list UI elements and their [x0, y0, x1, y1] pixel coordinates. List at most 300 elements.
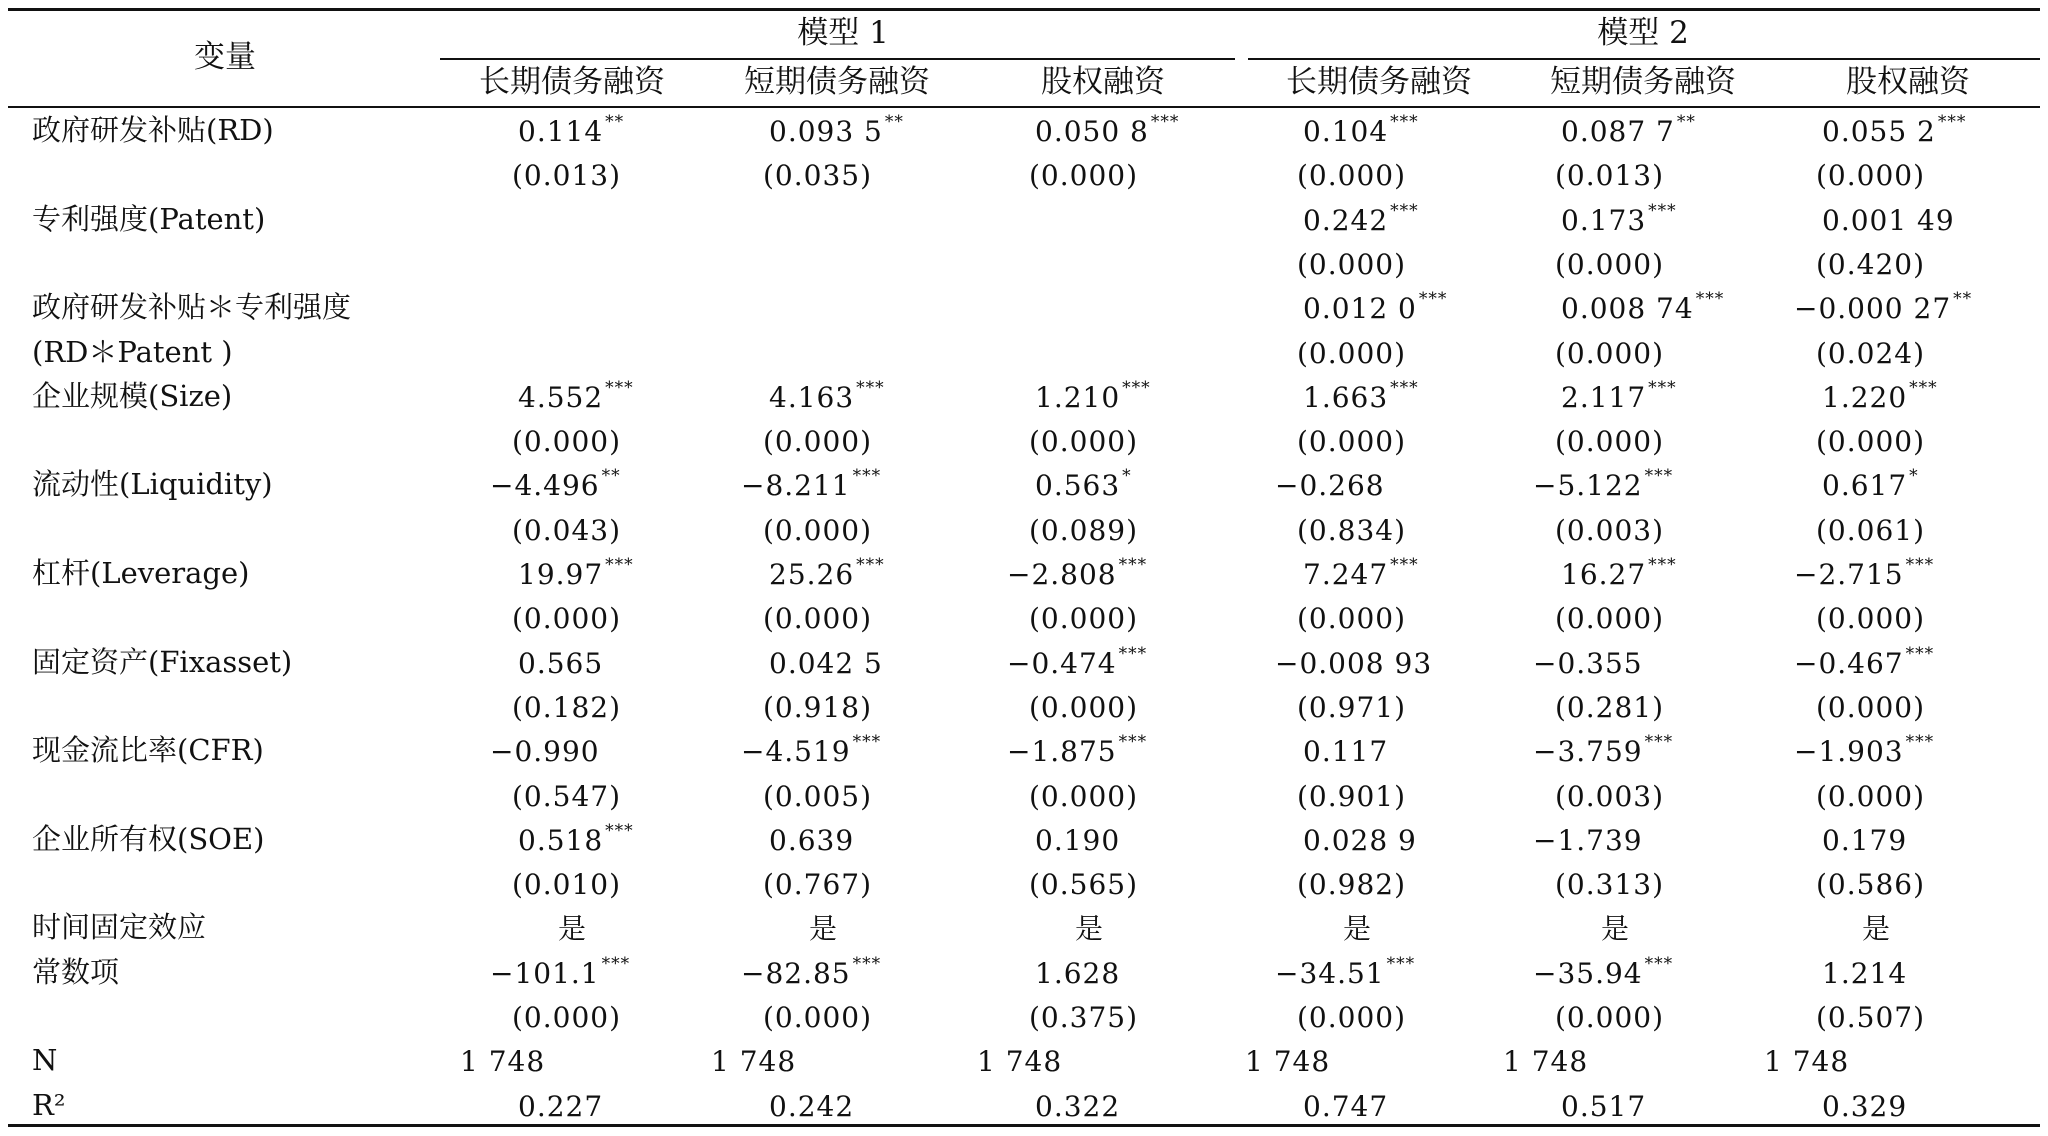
table-cell	[512, 425, 622, 458]
significance-stars: **	[601, 466, 621, 486]
table-cell	[518, 821, 634, 857]
cell-value: 1 748	[711, 1045, 797, 1078]
table-cell	[1816, 159, 1926, 192]
table-cell	[809, 912, 839, 945]
cell-value: −5.122	[1533, 469, 1643, 502]
cell-value: (0.000)	[1029, 159, 1139, 192]
row-label: 企业所有权(SOE)	[32, 822, 265, 856]
table-cell	[1297, 159, 1407, 192]
table-cell	[1555, 159, 1665, 192]
row-label: 政府研发补贴(RD)	[32, 113, 274, 147]
table-cell	[1555, 425, 1665, 458]
cell-value: 1 748	[460, 1045, 546, 1078]
table-cell	[1555, 868, 1665, 901]
significance-stars: ***	[1644, 466, 1674, 486]
table-cell	[1503, 1045, 1589, 1078]
cell-value: 是	[1343, 912, 1373, 945]
table-cell	[763, 691, 873, 724]
column-header: 长期债务融资	[479, 64, 665, 100]
cell-value: −1.739	[1533, 824, 1643, 857]
cell-value: (0.000)	[512, 602, 622, 635]
table-cell	[1555, 514, 1665, 547]
table-cell	[1035, 824, 1121, 857]
significance-stars: ***	[1648, 378, 1677, 398]
table-cell	[1075, 912, 1105, 945]
cell-value: (0.000)	[1029, 425, 1139, 458]
significance-stars: ***	[1905, 644, 1935, 664]
bottom-rule	[8, 1124, 2040, 1127]
table-cell	[1533, 647, 1643, 680]
table-cell	[763, 602, 873, 635]
cell-value: 0.747	[1303, 1090, 1389, 1123]
significance-stars: ***	[852, 732, 882, 752]
cell-value: 0.179	[1822, 824, 1908, 857]
table-cell	[1303, 1090, 1389, 1123]
table-cell	[512, 868, 622, 901]
table-cell	[1297, 1001, 1407, 1034]
cell-value: −0.000 27	[1794, 292, 1952, 325]
table-cell	[490, 954, 631, 990]
table-cell	[1303, 289, 1448, 325]
row-label: 专利强度(Patent)	[32, 202, 266, 236]
row-label: 流动性(Liquidity)	[32, 467, 273, 501]
table-cell	[769, 647, 883, 680]
table-cell	[512, 514, 622, 547]
top-rule	[8, 8, 2040, 11]
row-label: 常数项	[32, 955, 120, 989]
cell-value: (0.010)	[512, 868, 622, 901]
table-cell	[1555, 602, 1665, 635]
table-cell	[1029, 425, 1139, 458]
table-cell	[558, 912, 588, 945]
table-cell	[1822, 957, 1908, 990]
model1-underline	[440, 58, 1235, 60]
row-label: (RD＊Patent )	[32, 335, 233, 369]
table-cell	[460, 1045, 546, 1078]
table-cell	[769, 112, 904, 148]
table-cell	[769, 1090, 855, 1123]
cell-value: (0.000)	[763, 1001, 873, 1034]
table-cell	[1275, 647, 1433, 680]
cell-value: 0.055 2	[1822, 115, 1936, 148]
cell-value: (0.000)	[1816, 691, 1926, 724]
table-cell	[512, 691, 622, 724]
cell-value: (0.000)	[1555, 337, 1665, 370]
table-cell	[741, 954, 882, 990]
table-cell	[1297, 514, 1407, 547]
table-cell	[518, 1090, 604, 1123]
table-cell	[1816, 780, 1926, 813]
cell-value: 0.242	[769, 1090, 855, 1123]
table-cell	[1035, 378, 1151, 414]
table-cell	[1561, 289, 1725, 325]
cell-value: (0.005)	[763, 780, 873, 813]
table-cell	[512, 780, 622, 813]
cell-value: (0.000)	[1297, 602, 1407, 635]
significance-stars: ***	[1418, 289, 1448, 309]
cell-value: 0.565	[518, 647, 604, 680]
table-cell	[769, 555, 885, 591]
table-cell	[1303, 378, 1419, 414]
table-cell	[1533, 732, 1674, 768]
significance-stars: ***	[1905, 555, 1935, 575]
cell-value: −0.467	[1794, 647, 1904, 680]
cell-value: −1.875	[1007, 735, 1117, 768]
cell-value: (0.565)	[1029, 868, 1139, 901]
model2-underline	[1248, 58, 2040, 60]
cell-value: (0.043)	[512, 514, 622, 547]
cell-value: 0.227	[518, 1090, 604, 1123]
cell-value: (0.003)	[1555, 780, 1665, 813]
significance-stars: ***	[1695, 289, 1725, 309]
table-cell	[518, 647, 604, 680]
significance-stars: ***	[856, 378, 885, 398]
cell-value: (0.507)	[1816, 1001, 1926, 1034]
cell-value: −4.496	[490, 469, 600, 502]
table-cell	[1794, 644, 1935, 680]
row-label: N	[32, 1043, 58, 1077]
cell-value: (0.013)	[1555, 159, 1665, 192]
cell-value: 0.114	[518, 115, 604, 148]
table-cell	[1035, 466, 1132, 502]
table-cell	[763, 780, 873, 813]
cell-value: (0.000)	[1816, 602, 1926, 635]
cell-value: (0.767)	[763, 868, 873, 901]
table-cell	[1297, 780, 1407, 813]
cell-value: −2.808	[1007, 558, 1117, 591]
table-cell	[1007, 644, 1148, 680]
table-cell	[1035, 112, 1180, 148]
column-header: 股权融资	[1846, 64, 1970, 100]
table-cell	[1007, 555, 1148, 591]
cell-value: −8.211	[741, 469, 851, 502]
cell-value: (0.000)	[763, 425, 873, 458]
table-cell	[1816, 602, 1926, 635]
table-cell	[1601, 912, 1631, 945]
cell-value: −4.519	[741, 735, 851, 768]
significance-stars: ***	[1937, 112, 1967, 132]
model-1-header: 模型 1	[797, 15, 889, 51]
table-cell	[1343, 912, 1373, 945]
table-cell	[977, 1045, 1063, 1078]
cell-value: 0.563	[1035, 469, 1121, 502]
cell-value: (0.000)	[763, 514, 873, 547]
cell-value: 1.663	[1303, 381, 1389, 414]
cell-value: (0.000)	[1029, 691, 1139, 724]
cell-value: 0.617	[1822, 469, 1908, 502]
cell-value: 1.628	[1035, 957, 1121, 990]
table-cell	[1822, 112, 1967, 148]
table-cell	[1555, 337, 1665, 370]
table-cell	[1303, 201, 1419, 237]
significance-stars: ***	[852, 466, 882, 486]
row-label: 政府研发补贴＊专利强度	[32, 290, 352, 324]
significance-stars: **	[605, 112, 625, 132]
table-cell	[1555, 691, 1665, 724]
cell-value: (0.971)	[1297, 691, 1407, 724]
table-cell	[1035, 957, 1121, 990]
table-cell	[1297, 248, 1407, 281]
table-cell	[763, 425, 873, 458]
table-cell	[1822, 1090, 1908, 1123]
cell-value: (0.901)	[1297, 780, 1407, 813]
cell-value: 0.322	[1035, 1090, 1121, 1123]
cell-value: (0.000)	[1555, 602, 1665, 635]
table-cell	[1816, 337, 1926, 370]
significance-stars: ***	[1386, 954, 1416, 974]
table-cell	[1816, 425, 1926, 458]
cell-value: 0.190	[1035, 824, 1121, 857]
cell-value: −34.51	[1275, 957, 1385, 990]
cell-value: 是	[1601, 912, 1631, 945]
table-cell	[1303, 735, 1389, 768]
table-cell	[1029, 1001, 1139, 1034]
table-cell	[763, 514, 873, 547]
cell-value: 1 748	[1245, 1045, 1331, 1078]
cell-value: −0.474	[1007, 647, 1117, 680]
cell-value: (0.000)	[1555, 1001, 1665, 1034]
table-cell	[769, 378, 885, 414]
table-cell	[1561, 378, 1677, 414]
significance-stars: ***	[1648, 201, 1677, 221]
table-cell	[1029, 691, 1139, 724]
table-cell	[1816, 514, 1926, 547]
cell-value: 7.247	[1303, 558, 1389, 591]
cell-value: (0.000)	[1555, 248, 1665, 281]
significance-stars: ***	[601, 954, 631, 974]
table-cell	[1297, 337, 1407, 370]
cell-value: 1.214	[1822, 957, 1908, 990]
cell-value: 0.173	[1561, 204, 1647, 237]
cell-value: (0.000)	[1816, 425, 1926, 458]
cell-value: (0.000)	[1297, 159, 1407, 192]
table-cell	[1007, 732, 1148, 768]
table-cell	[1303, 824, 1417, 857]
table-cell	[1822, 466, 1919, 502]
cell-value: 0.012 0	[1303, 292, 1417, 325]
cell-value: 是	[1862, 912, 1892, 945]
cell-value: (0.000)	[1029, 780, 1139, 813]
cell-value: (0.182)	[512, 691, 622, 724]
cell-value: −0.008 93	[1275, 647, 1433, 680]
table-cell	[1816, 868, 1926, 901]
cell-value: −35.94	[1533, 957, 1643, 990]
cell-value: (0.586)	[1816, 868, 1926, 901]
significance-stars: ***	[1648, 555, 1677, 575]
table-cell	[1816, 1001, 1926, 1034]
cell-value: −0.355	[1533, 647, 1643, 680]
cell-value: 是	[558, 912, 588, 945]
significance-stars: ***	[1118, 732, 1148, 752]
cell-value: −101.1	[490, 957, 600, 990]
table-cell	[763, 159, 873, 192]
table-cell	[1297, 691, 1407, 724]
cell-value: (0.000)	[1297, 425, 1407, 458]
significance-stars: ***	[1118, 555, 1148, 575]
row-label: 现金流比率(CFR)	[32, 733, 264, 767]
cell-value: −1.903	[1794, 735, 1904, 768]
cell-value: −3.759	[1533, 735, 1643, 768]
cell-value: (0.547)	[512, 780, 622, 813]
cell-value: (0.375)	[1029, 1001, 1139, 1034]
table-cell	[1862, 912, 1892, 945]
table-cell	[512, 159, 622, 192]
cell-value: −82.85	[741, 957, 851, 990]
row-label: R²	[32, 1088, 66, 1122]
cell-value: 19.97	[518, 558, 604, 591]
significance-stars: ***	[1905, 732, 1935, 752]
table-cell	[1275, 469, 1385, 502]
cell-value: 1 748	[1764, 1045, 1850, 1078]
table-cell	[1303, 112, 1419, 148]
cell-value: 4.163	[769, 381, 855, 414]
column-header: 短期债务融资	[744, 64, 930, 100]
table-cell	[769, 824, 855, 857]
table-cell	[1035, 1090, 1121, 1123]
table-cell	[1816, 248, 1926, 281]
significance-stars: ***	[1122, 378, 1151, 398]
table-cell	[1533, 466, 1674, 502]
significance-stars: ***	[1118, 644, 1148, 664]
cell-value: 0.242	[1303, 204, 1389, 237]
table-cell	[1561, 201, 1677, 237]
significance-stars: *	[1122, 466, 1132, 486]
table-cell	[741, 466, 882, 502]
cell-value: −2.715	[1794, 558, 1904, 591]
table-cell	[1297, 425, 1407, 458]
table-cell	[1822, 204, 1955, 237]
cell-value: 16.27	[1561, 558, 1647, 591]
table-cell	[1561, 555, 1677, 591]
significance-stars: ***	[856, 555, 885, 575]
table-cell	[1029, 514, 1139, 547]
significance-stars: ***	[1644, 732, 1674, 752]
table-cell	[741, 732, 882, 768]
cell-value: (0.834)	[1297, 514, 1407, 547]
cell-value: 1 748	[1503, 1045, 1589, 1078]
table-cell	[763, 868, 873, 901]
cell-value: −0.268	[1275, 469, 1385, 502]
table-cell	[1297, 602, 1407, 635]
table-cell	[1297, 868, 1407, 901]
cell-value: 0.117	[1303, 735, 1389, 768]
cell-value: (0.003)	[1555, 514, 1665, 547]
cell-value: (0.000)	[1555, 425, 1665, 458]
table-cell	[1275, 954, 1416, 990]
cell-value: 1.220	[1822, 381, 1908, 414]
table-cell	[1555, 248, 1665, 281]
table-cell	[1794, 289, 1973, 325]
cell-value: 0.329	[1822, 1090, 1908, 1123]
cell-value: (0.024)	[1816, 337, 1926, 370]
column-header: 长期债务融资	[1286, 64, 1472, 100]
model-2-header: 模型 2	[1597, 15, 1689, 51]
column-header: 短期债务融资	[1550, 64, 1736, 100]
cell-value: 0.042 5	[769, 647, 883, 680]
significance-stars: ***	[1644, 954, 1674, 974]
significance-stars: ***	[1390, 378, 1419, 398]
cell-value: 4.552	[518, 381, 604, 414]
cell-value: 是	[1075, 912, 1105, 945]
cell-value: 0.001 49	[1822, 204, 1955, 237]
cell-value: 0.518	[518, 824, 604, 857]
table-cell	[1822, 824, 1908, 857]
table-cell	[1245, 1045, 1331, 1078]
significance-stars: ***	[605, 378, 634, 398]
cell-value: 0.008 74	[1561, 292, 1694, 325]
cell-value: 0.050 8	[1035, 115, 1149, 148]
cell-value: (0.000)	[1297, 248, 1407, 281]
cell-value: (0.000)	[512, 425, 622, 458]
significance-stars: **	[884, 112, 904, 132]
significance-stars: ***	[1909, 378, 1938, 398]
cell-value: (0.035)	[763, 159, 873, 192]
significance-stars: **	[1953, 289, 1973, 309]
cell-value: (0.013)	[512, 159, 622, 192]
table-cell	[1029, 159, 1139, 192]
table-cell	[1029, 602, 1139, 635]
significance-stars: ***	[605, 555, 634, 575]
table-cell	[512, 1001, 622, 1034]
significance-stars: *	[1909, 466, 1919, 486]
row-label: 企业规模(Size)	[32, 379, 233, 413]
table-cell	[1794, 732, 1935, 768]
cell-value: −0.990	[490, 735, 600, 768]
cell-value: (0.000)	[1816, 159, 1926, 192]
table-cell	[1303, 555, 1419, 591]
cell-value: (0.420)	[1816, 248, 1926, 281]
header-bottom-rule	[8, 106, 2040, 108]
significance-stars: ***	[1390, 555, 1419, 575]
table-cell	[1533, 824, 1643, 857]
table-cell	[512, 602, 622, 635]
table-cell	[490, 735, 600, 768]
table-cell	[1029, 780, 1139, 813]
table-cell	[518, 112, 625, 148]
corner-header: 变量	[194, 39, 256, 75]
cell-value: 是	[809, 912, 839, 945]
cell-value: 0.087 7	[1561, 115, 1675, 148]
table-cell	[1822, 378, 1938, 414]
table-cell	[1764, 1045, 1850, 1078]
cell-value: 0.639	[769, 824, 855, 857]
significance-stars: ***	[1150, 112, 1180, 132]
cell-value: (0.000)	[512, 1001, 622, 1034]
cell-value: (0.281)	[1555, 691, 1665, 724]
column-header: 股权融资	[1041, 64, 1165, 100]
table-cell	[1029, 868, 1139, 901]
table-cell	[1561, 112, 1696, 148]
cell-value: (0.982)	[1297, 868, 1407, 901]
cell-value: 0.028 9	[1303, 824, 1417, 857]
cell-value: (0.000)	[1029, 602, 1139, 635]
cell-value: (0.000)	[1297, 337, 1407, 370]
table-cell	[763, 1001, 873, 1034]
cell-value: 25.26	[769, 558, 855, 591]
cell-value: (0.918)	[763, 691, 873, 724]
table-cell	[518, 378, 634, 414]
cell-value: (0.000)	[763, 602, 873, 635]
row-label: 时间固定效应	[32, 910, 207, 944]
table-cell	[1561, 1090, 1647, 1123]
cell-value: 1 748	[977, 1045, 1063, 1078]
table-cell	[1555, 1001, 1665, 1034]
cell-value: (0.313)	[1555, 868, 1665, 901]
table-cell	[1533, 954, 1674, 990]
table-cell	[1555, 780, 1665, 813]
cell-value: (0.000)	[1816, 780, 1926, 813]
cell-value: 1.210	[1035, 381, 1121, 414]
